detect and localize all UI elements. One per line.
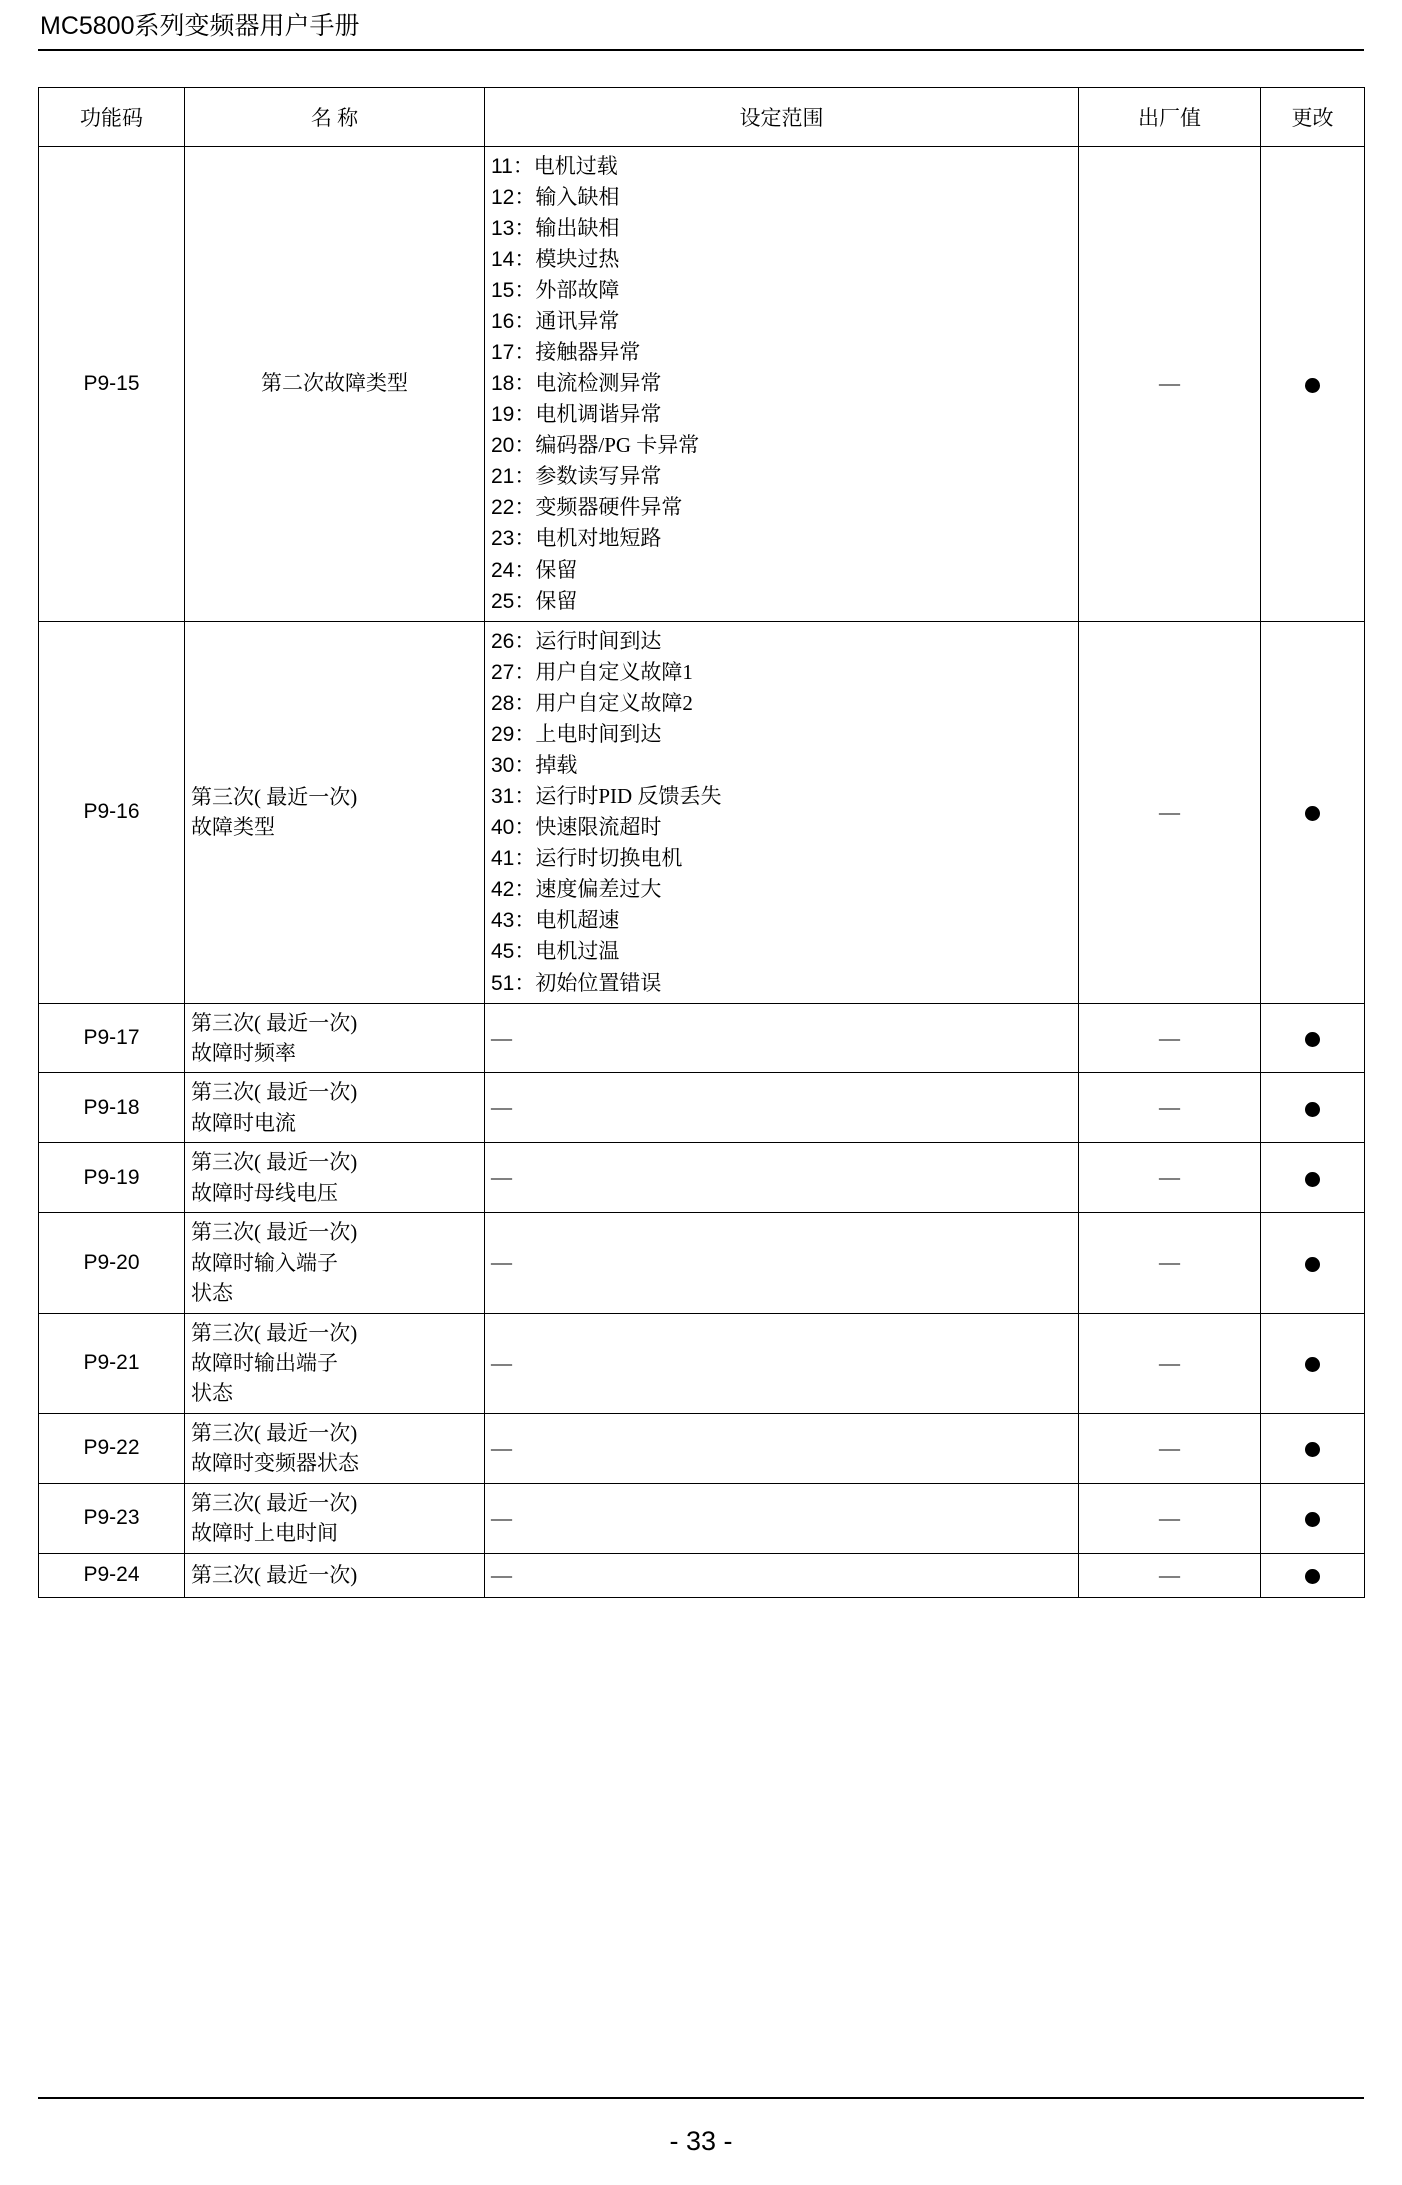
cell-name: 第三次( 最近一次) 故障时母线电压: [185, 1143, 485, 1213]
footer-divider: [38, 2097, 1364, 2099]
cell-function-code: P9-18: [39, 1073, 185, 1143]
change-dot-icon: [1305, 378, 1320, 393]
cell-function-code: P9-20: [39, 1213, 185, 1313]
table-row: [39, 146, 1365, 621]
change-dot-icon: [1305, 1032, 1320, 1047]
cell-factory-value: —: [1079, 1413, 1261, 1483]
cell-name: 第三次( 最近一次) 故障时电流: [185, 1073, 485, 1143]
change-dot-icon: [1305, 1512, 1320, 1527]
cell-change-flag: [1261, 1483, 1365, 1553]
cell-function-code: P9-22: [39, 1413, 185, 1483]
cell-change-flag: [1261, 1143, 1365, 1213]
table-header: [39, 87, 1365, 146]
table-row: [39, 621, 1365, 1003]
column-header-change: 更改: [1261, 87, 1365, 146]
cell-setting-range: —: [485, 1143, 1079, 1213]
cell-factory-value: —: [1079, 1143, 1261, 1213]
table-row: [39, 1413, 1365, 1483]
cell-factory-value: —: [1079, 621, 1261, 1003]
table-row: [39, 1143, 1365, 1213]
cell-setting-range: 11：电机过载 12：输入缺相 13：输出缺相 14：模块过热 15：外部故障 16：通讯异常 17：接触器异常 18：电流检测异常 19：电机调谐异常 20：编码器/PG 卡异常 21：参数读写异常 22：变频器硬件异常 23：电机对地短路 24：保留 25：保留: [485, 146, 1079, 621]
cell-change-flag: [1261, 1553, 1365, 1597]
change-dot-icon: [1305, 1442, 1320, 1457]
change-dot-icon: [1305, 1257, 1320, 1272]
cell-setting-range: 26：运行时间到达 27：用户自定义故障1 28：用户自定义故障2 29：上电时间到达 30：掉载 31：运行时PID 反馈丢失 40：快速限流超时 41：运行时切换电机 42：速度偏差过大 43：电机超速 45：电机过温 51：初始位置错误: [485, 621, 1079, 1003]
change-dot-icon: [1305, 1569, 1320, 1584]
cell-name: 第二次故障类型: [185, 146, 485, 621]
cell-change-flag: [1261, 1003, 1365, 1073]
change-dot-icon: [1305, 1172, 1320, 1187]
cell-change-flag: [1261, 1073, 1365, 1143]
cell-change-flag: [1261, 621, 1365, 1003]
cell-setting-range: —: [485, 1003, 1079, 1073]
cell-setting-range: —: [485, 1483, 1079, 1553]
cell-name: 第三次( 最近一次): [185, 1553, 485, 1597]
column-header-factory: 出厂值: [1079, 87, 1261, 146]
table-row: [39, 1483, 1365, 1553]
cell-name: 第三次( 最近一次) 故障时上电时间: [185, 1483, 485, 1553]
cell-function-code: P9-23: [39, 1483, 185, 1553]
cell-factory-value: —: [1079, 1003, 1261, 1073]
cell-function-code: P9-17: [39, 1003, 185, 1073]
table-row: [39, 1313, 1365, 1413]
manual-title: MC5800系列变频器用户手册: [40, 12, 360, 40]
column-header-code: 功能码: [39, 87, 185, 146]
cell-name: 第三次( 最近一次) 故障时输入端子 状态: [185, 1213, 485, 1313]
cell-change-flag: [1261, 1213, 1365, 1313]
cell-factory-value: —: [1079, 1313, 1261, 1413]
cell-change-flag: [1261, 1313, 1365, 1413]
cell-setting-range: —: [485, 1553, 1079, 1597]
change-dot-icon: [1305, 1102, 1320, 1117]
table-row: [39, 1213, 1365, 1313]
table-body: [39, 146, 1365, 1597]
column-header-name: 名 称: [185, 87, 485, 146]
cell-setting-range: —: [485, 1313, 1079, 1413]
cell-factory-value: —: [1079, 1483, 1261, 1553]
cell-factory-value: —: [1079, 1553, 1261, 1597]
cell-function-code: P9-16: [39, 621, 185, 1003]
cell-function-code: P9-24: [39, 1553, 185, 1597]
cell-setting-range: —: [485, 1073, 1079, 1143]
cell-factory-value: —: [1079, 146, 1261, 621]
cell-function-code: P9-15: [39, 146, 185, 621]
cell-name: 第三次( 最近一次) 故障类型: [185, 621, 485, 1003]
table-row: [39, 1003, 1365, 1073]
cell-factory-value: —: [1079, 1073, 1261, 1143]
cell-factory-value: —: [1079, 1213, 1261, 1313]
change-dot-icon: [1305, 806, 1320, 821]
cell-name: 第三次( 最近一次) 故障时频率: [185, 1003, 485, 1073]
cell-setting-range: —: [485, 1213, 1079, 1313]
column-header-range: 设定范围: [485, 87, 1079, 146]
table-row: [39, 1553, 1365, 1597]
cell-function-code: P9-21: [39, 1313, 185, 1413]
cell-setting-range: —: [485, 1413, 1079, 1483]
cell-change-flag: [1261, 1413, 1365, 1483]
page-number: - 33 -: [669, 2126, 733, 2156]
change-dot-icon: [1305, 1357, 1320, 1372]
cell-function-code: P9-19: [39, 1143, 185, 1213]
cell-name: 第三次( 最近一次) 故障时输出端子 状态: [185, 1313, 485, 1413]
header-divider: [38, 49, 1364, 51]
table-row: [39, 1073, 1365, 1143]
cell-change-flag: [1261, 146, 1365, 621]
function-code-table: [38, 87, 1365, 1598]
page-header: [38, 0, 1364, 43]
cell-name: 第三次( 最近一次) 故障时变频器状态: [185, 1413, 485, 1483]
page-footer: [0, 2126, 1402, 2157]
